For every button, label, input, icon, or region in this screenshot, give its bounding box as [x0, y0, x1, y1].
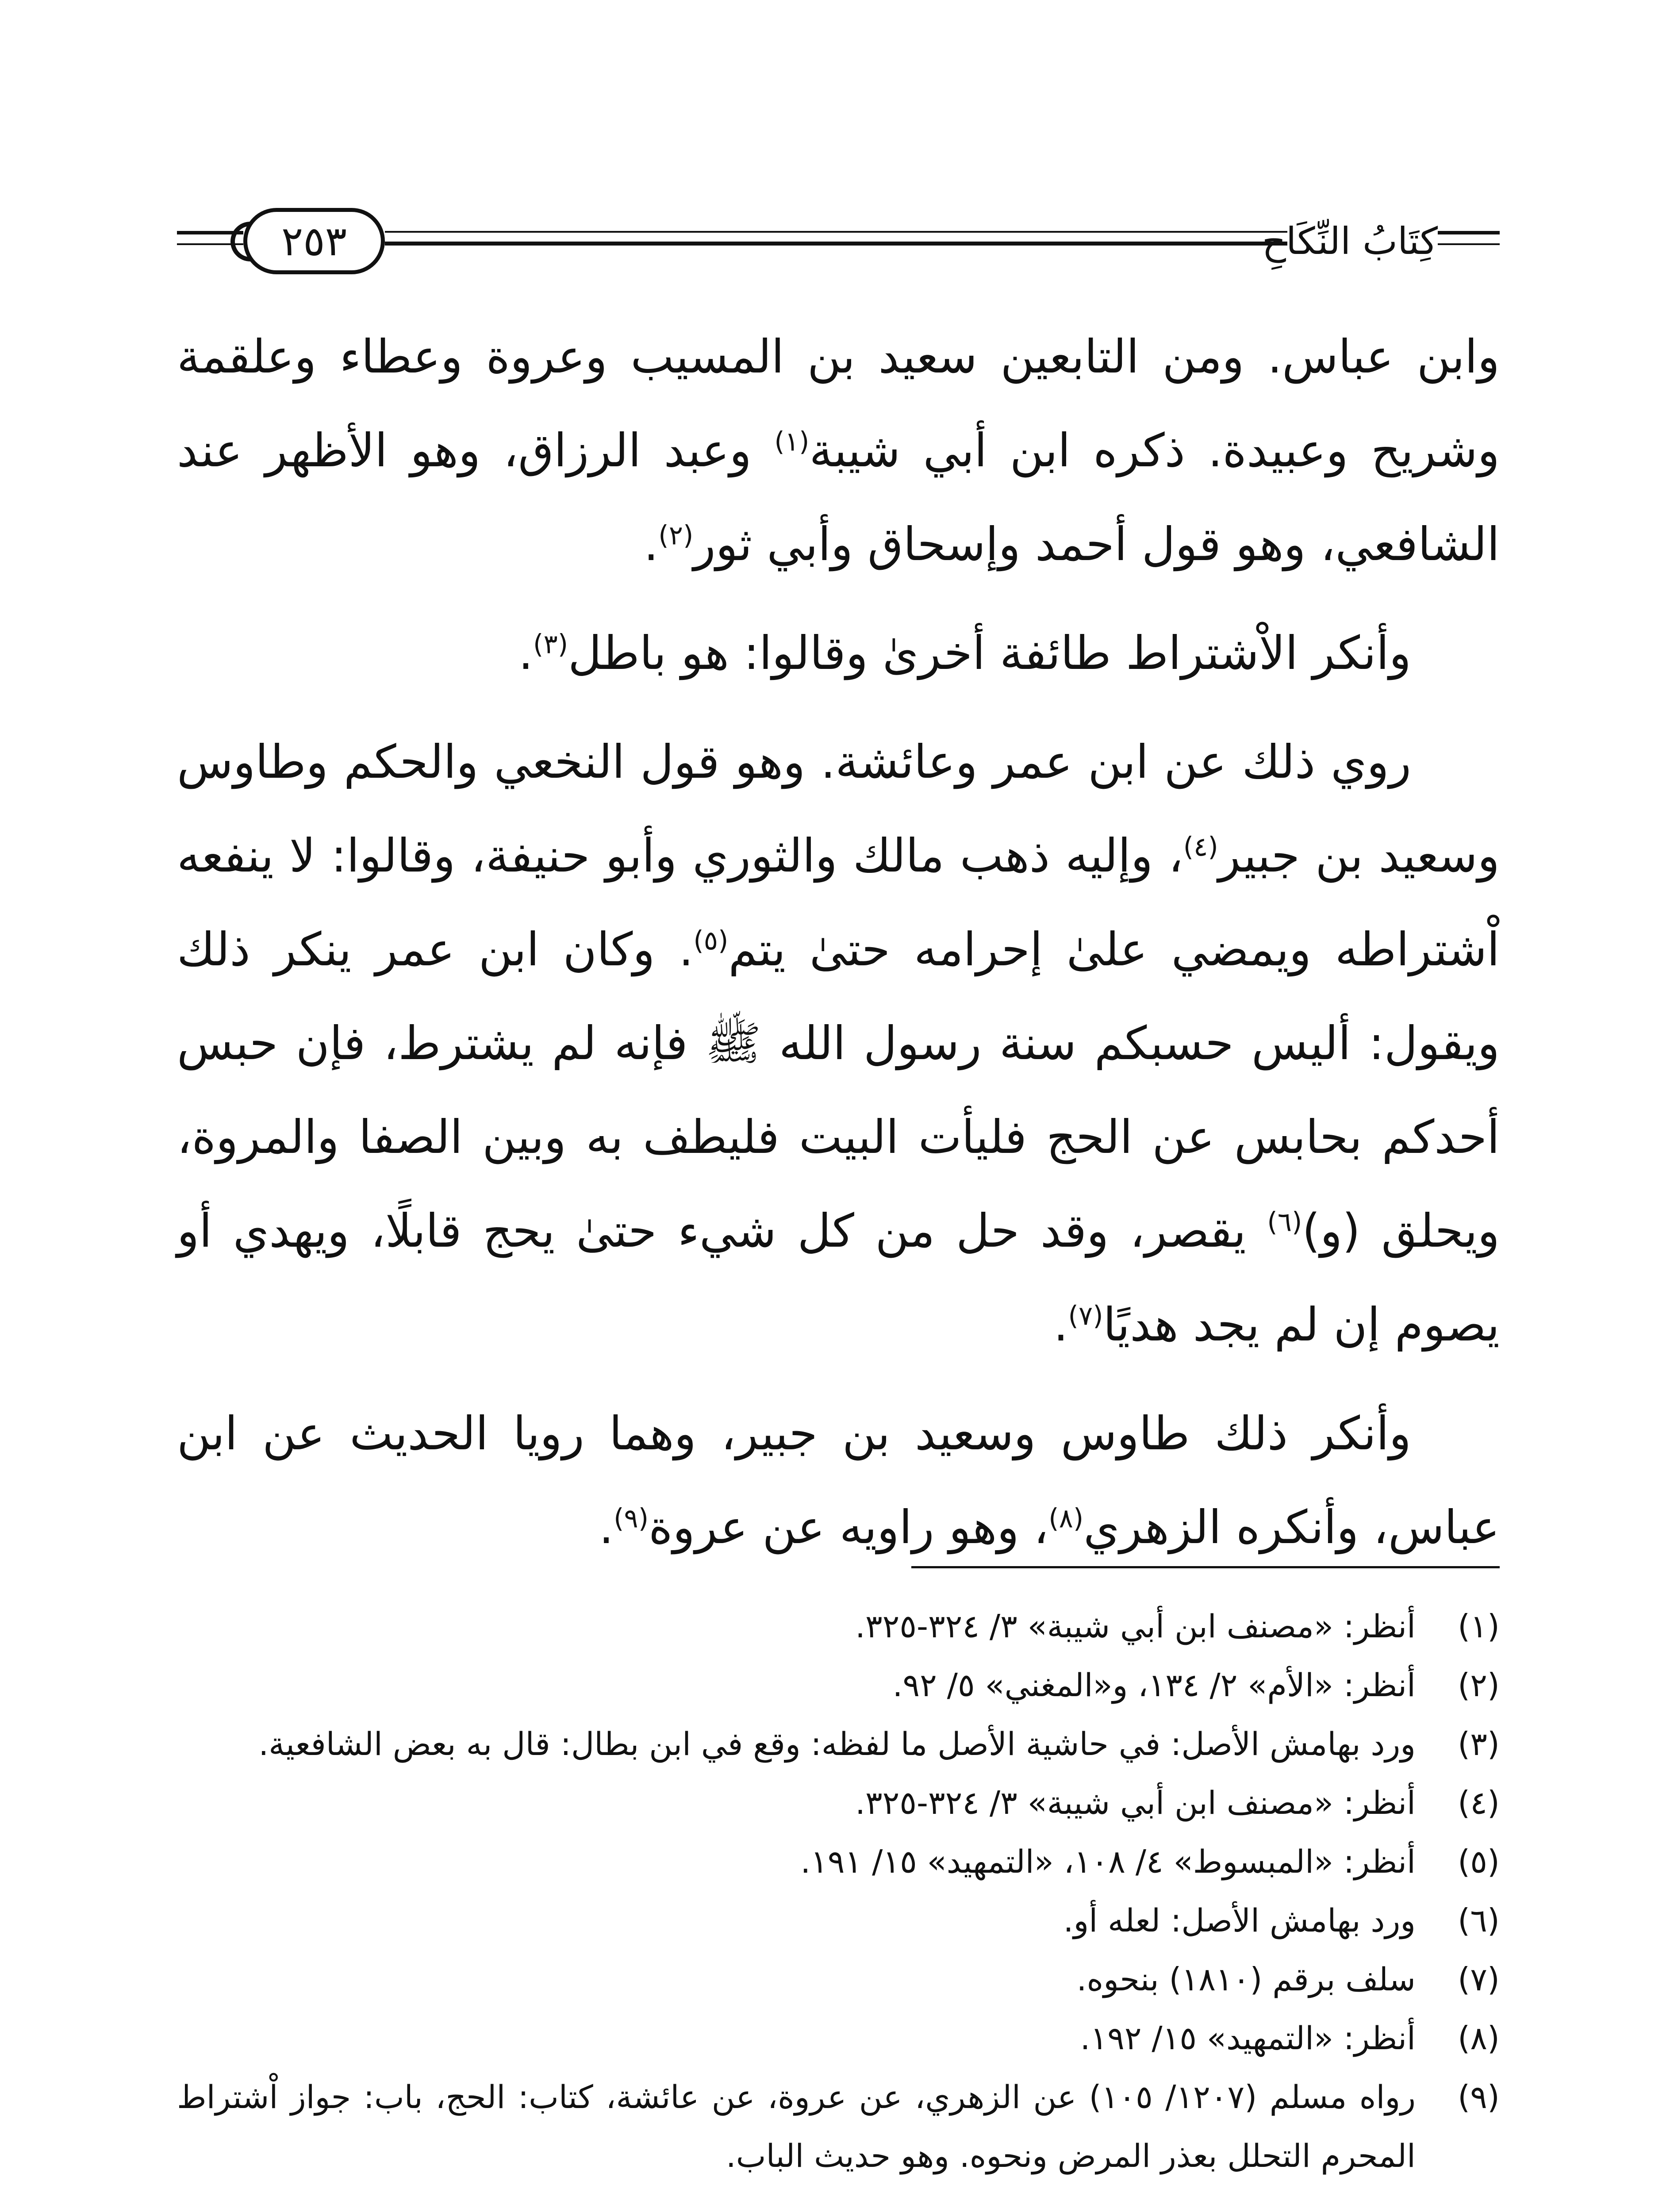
header-rule [1438, 231, 1500, 234]
footnote [177, 1774, 1500, 1832]
page-number: ٢٥٣ [243, 208, 385, 274]
text-run: وأنكر ذلك طاوس وسعيد بن جبير، وهما رويا الحديث عن ابن عباس، وأنكره الزهري [177, 1406, 1500, 1554]
paragraph [177, 606, 1500, 700]
footnote-separator [911, 1566, 1500, 1568]
footnote-text: ورد بهامش الأصل: في حاشية الأصل ما لفظه: وقع في ابن بطال: قال به بعض الشافعية. [258, 1725, 1416, 1763]
footnote [177, 1597, 1500, 1656]
footnote-text: سلف برقم (١٨١٠) بنحوه. [1076, 1961, 1416, 1998]
footnote-text: أنظر: «الأم» ٢/ ١٣٤، و«المغني» ٥/ ٩٢. [892, 1667, 1416, 1704]
footnote-text: أنظر: «المبسوط» ٤/ ١٠٨، «التمهيد» ١٥/ ١٩١. [800, 1843, 1416, 1880]
footnote [177, 1891, 1500, 1950]
header-rule [1438, 243, 1500, 245]
footnotes [177, 1597, 1500, 2185]
paragraph [177, 310, 1500, 591]
footnote-number: (٣) [1458, 1725, 1500, 1763]
footnote-ref: (٦) [1267, 1206, 1302, 1238]
footnote-number: (٨) [1458, 2020, 1500, 2057]
footnote-number: (٧) [1458, 1961, 1500, 1998]
text-run: روي ذلك عن ابن عمر وعائشة. وهو قول النخعي والحكم وطاوس وسعيد بن جبير [177, 735, 1500, 883]
text-run: وأنكر الاْشتراط طائفة أخرىٰ وقالوا: هو باطل [568, 626, 1411, 680]
main-text [177, 310, 1500, 1574]
footnote-ref: (٩) [614, 1503, 649, 1534]
footnote-ref: (٧) [1068, 1300, 1103, 1332]
footnote-number: (٦) [1458, 1902, 1500, 1939]
footnote-text: رواه مسلم (١٢٠٧/ ١٠٥) عن الزهري، عن عروة، عن عائشة، كتاب: الحج، باب: جواز اْشتراط المحرم التحلل بعذر المرض ونحوه. وهو حديث الباب. [177, 2078, 1416, 2174]
text-run: . [518, 626, 534, 680]
footnote-ref: (٥) [693, 925, 729, 956]
footnote-ref: (٢) [658, 520, 694, 551]
header-rule [385, 242, 1287, 246]
footnote-text: ورد بهامش الأصل: لعله أو. [1063, 1902, 1416, 1939]
footnote-ref: (٨) [1048, 1503, 1084, 1534]
footnote-number: (٤) [1458, 1784, 1500, 1821]
text-run: وابن عباس. ومن التابعين سعيد بن المسيب وعروة وعطاء وعلقمة وشريح وعبيدة. ذكره ابن أبي شيبة [177, 330, 1500, 477]
footnote-ref: (١) [774, 426, 810, 457]
footnote-text: أنظر: «التمهيد» ١٥/ ١٩٢. [1080, 2020, 1416, 2057]
text-run: . [599, 1500, 614, 1554]
text-run: ، وإليه ذهب مالك والثوري وأبو حنيفة، وقالوا: لا ينفعه اْشتراطه ويمضي علىٰ إحرامه حتىٰ يتم [177, 829, 1500, 976]
footnote-text: أنظر: «مصنف ابن أبي شيبة» ٣/ ٣٢٤-٣٢٥. [855, 1608, 1416, 1645]
footnote-ref: (٤) [1183, 831, 1218, 863]
text-run: . [1053, 1298, 1068, 1352]
footnote-number: (١) [1458, 1608, 1500, 1645]
paragraph [177, 1386, 1500, 1574]
footnote [177, 2009, 1500, 2068]
paragraph [177, 715, 1500, 1371]
footnote [177, 1950, 1500, 2009]
text-run: . وكان ابن عمر ينكر ذلك ويقول: أليس حسبكم سنة رسول الله ﷺ فإنه لم يشترط، فإن حبس أحدكم بحابس عن الحج فليأت البيت فليطف به وبين الصفا والمروة، ويحلق (و) [177, 922, 1500, 1258]
footnote-number: (٢) [1458, 1667, 1500, 1704]
footnote-number: (٥) [1458, 1843, 1500, 1880]
footnote [177, 1832, 1500, 1891]
footnote-ref: (٣) [533, 629, 568, 660]
footnote [177, 1715, 1500, 1774]
page-header [177, 208, 1500, 283]
footnote-text: أنظر: «مصنف ابن أبي شيبة» ٣/ ٣٢٤-٣٢٥. [855, 1784, 1416, 1821]
text-run: ، وهو راويه عن عروة [649, 1500, 1049, 1554]
footnote [177, 1656, 1500, 1715]
text-run: . [644, 517, 659, 571]
chapter-title: كِتَابُ النِّكَاحِ [1262, 219, 1438, 263]
footnote [177, 2068, 1500, 2185]
text-run: يقصر، وقد حل من كل شيء حتىٰ يحج قابلًا، ويهدي أو يصوم إن لم يجد هديًا [177, 1204, 1500, 1352]
text-run: وعبد الرزاق، وهو الأظهر عند الشافعي، وهو قول أحمد وإسحاق وأبي ثور [177, 423, 1500, 571]
header-rule [385, 231, 1287, 233]
footnote-number: (٩) [1458, 2078, 1500, 2116]
